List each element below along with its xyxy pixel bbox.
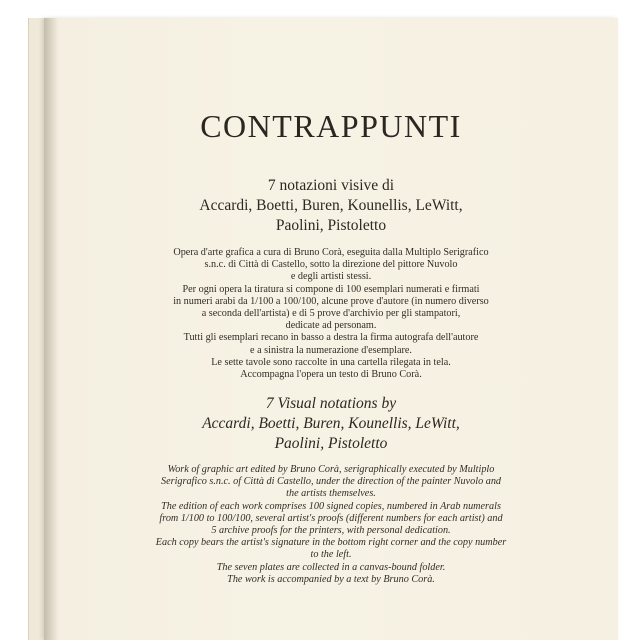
italian-heading-line: 7 notazioni visive di — [267, 177, 395, 194]
english-body-line: The seven plates are collected in a canvas-bound folder. — [216, 561, 446, 573]
italian-body-line: Per ogni opera la tiratura si compone di 100 esemplari numerati e firmati — [182, 283, 480, 295]
italian-heading-line: Paolini, Pistoletto — [275, 217, 387, 234]
english-heading-line: 7 Visual notations by — [265, 395, 397, 412]
italian-body — [44, 247, 618, 381]
english-body-line: the artists themselves. — [286, 488, 376, 500]
italian-body-line: dedicate ad personam. — [285, 320, 377, 332]
english-heading-line: Paolini, Pistoletto — [274, 435, 388, 452]
english-body-line: The edition of each work comprises 100 signed copies, numbered in Arab numerals — [161, 500, 501, 512]
italian-body-line: Tutti gli esemplari recano in basso a destra la firma autografa dell'autore — [183, 332, 479, 344]
italian-body-line: a seconda dell'artista) e di 5 prove d'archivio per gli stampatori, — [201, 308, 461, 320]
page-title: CONTRAPPUNTI — [200, 108, 462, 144]
english-body-line: Each copy bears the artist's signature in the bottom right corner and the copy number — [155, 537, 507, 549]
english-heading — [44, 394, 618, 454]
italian-body-line: s.n.c. di Città di Castello, sotto la direzione del pittore Nuvolo — [204, 259, 458, 271]
italian-heading — [44, 176, 618, 236]
italian-body-line: e degli artisti stessi. — [290, 271, 372, 283]
italian-heading-line: Accardi, Boetti, Buren, Kounellis, LeWitt, — [199, 197, 463, 214]
english-body-line: Serigrafico s.n.c. of Città di Castello, under the direction of the painter Nuvolo and — [160, 476, 502, 488]
italian-body-line: Le sette tavole sono raccolte in una cartella rilegata in tela. — [211, 356, 451, 368]
italian-body-line: in numeri arabi da 1/100 a 100/100, alcune prove d'autore (in numero diverso — [173, 295, 489, 307]
english-body-line: to the left. — [310, 549, 352, 561]
english-body-line: The work is accompanied by a text by Bruno Corà. — [227, 573, 435, 585]
italian-body-line: Accompagna l'opera un testo di Bruno Corà. — [240, 369, 422, 381]
english-body-line: from 1/100 to 100/100, several artist's proofs (different numbers for each artist) and — [159, 512, 503, 524]
italian-body-line: e a sinistra la numerazione d'esemplare. — [250, 344, 412, 356]
english-body — [44, 464, 618, 586]
english-body-line: 5 archive proofs for the printers, with personal dedication. — [211, 525, 451, 537]
english-body-line: Work of graphic art edited by Bruno Corà, serigraphically executed by Multiplo — [167, 464, 495, 475]
page-content — [44, 18, 618, 640]
italian-body-line: Opera d'arte grafica a cura di Bruno Corà, eseguita dalla Multiplo Serigrafico — [173, 247, 489, 258]
english-heading-line: Accardi, Boetti, Buren, Kounellis, LeWitt, — [202, 415, 460, 432]
